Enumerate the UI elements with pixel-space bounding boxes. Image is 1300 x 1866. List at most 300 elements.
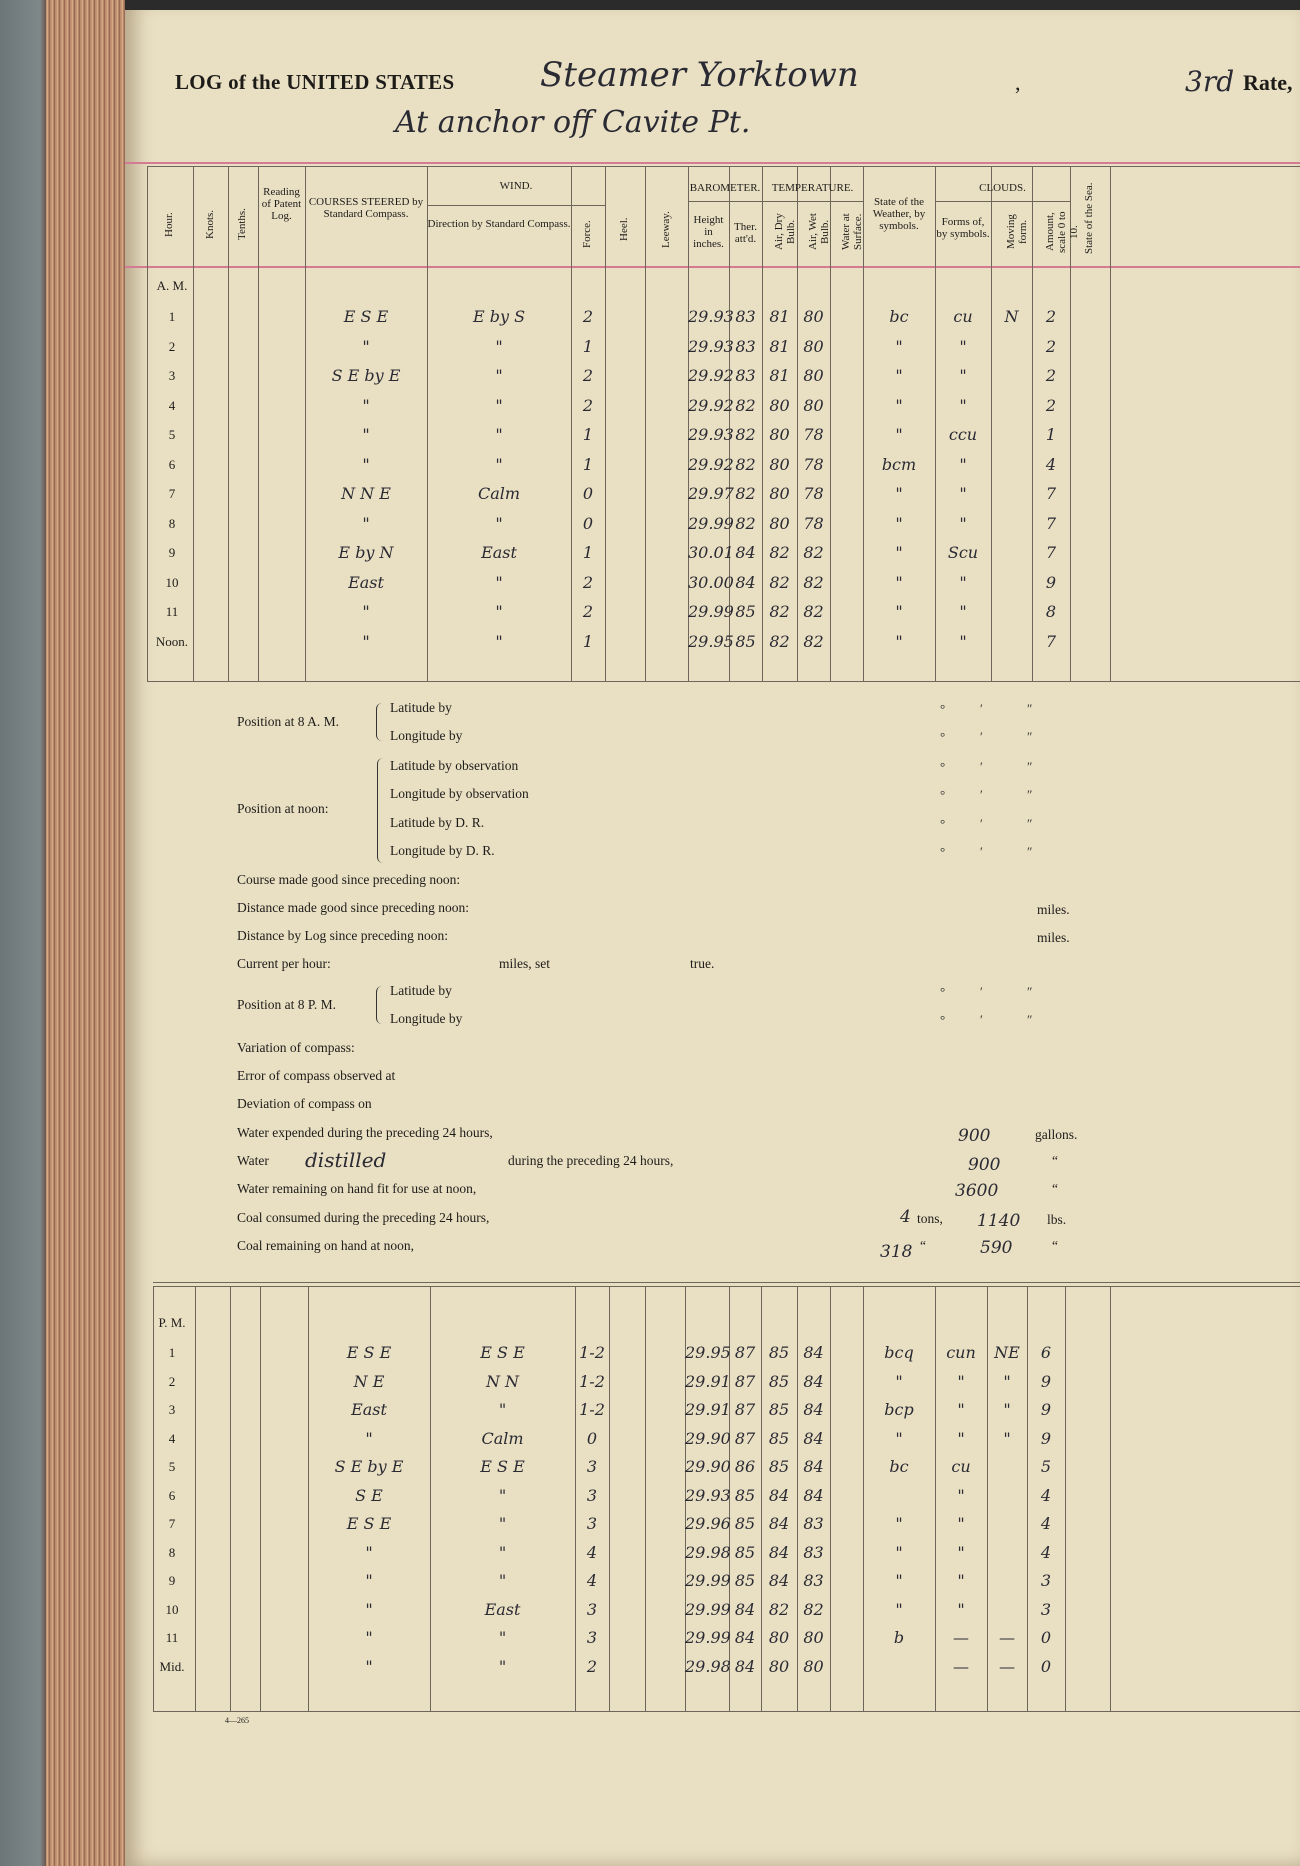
cell-force: 1 <box>582 543 594 562</box>
latitude-dr-label: Latitude by D. R. <box>390 815 485 830</box>
cell-baro: 29.91 <box>685 1400 731 1419</box>
cell-amount: 2 <box>1045 307 1057 326</box>
latitude-8am-label: Latitude by <box>390 700 452 715</box>
cell-force: 2 <box>582 602 594 621</box>
cell-ther: 84 <box>735 572 756 592</box>
cell-wet: 80 <box>803 336 824 356</box>
cell-weather: bc <box>889 1457 909 1476</box>
page-edges <box>46 0 131 1866</box>
wind-sub-rule <box>427 205 605 206</box>
cell-ther: 85 <box>734 1514 756 1533</box>
cell-forms: " <box>959 336 967 356</box>
longitude-dr-label: Longitude by D. R. <box>390 843 495 858</box>
row-hour: Mid. <box>159 1658 185 1674</box>
cell-wet: 80 <box>803 366 824 385</box>
pm-label: P. M. <box>158 1315 186 1330</box>
lat-8am-minutes-mark: ′ <box>980 701 983 716</box>
form-number: 4—265 <box>225 1716 249 1725</box>
cell-course: S E by E <box>331 366 401 385</box>
col-wet-bulb: Air, Wet Bulb. <box>806 213 831 251</box>
row-hour: 5 <box>168 1459 176 1474</box>
am-row <box>125 632 126 633</box>
col-leeway: Leeway. <box>659 211 672 248</box>
cell-weather: " <box>895 425 903 444</box>
cell-force: 4 <box>586 1542 598 1562</box>
cell-forms: " <box>959 631 967 651</box>
cell-baro: 29.92 <box>688 454 734 474</box>
cell-wet: 84 <box>803 1343 824 1362</box>
cell-dir: " <box>495 395 503 415</box>
cell-forms: cu <box>953 307 973 326</box>
cell-dry: 85 <box>768 1371 790 1391</box>
water-distilled-value: 900 <box>968 1155 1001 1175</box>
cell-dir: " <box>498 1514 507 1533</box>
cell-wet: 82 <box>803 602 824 621</box>
position-8am-label: Position at 8 A. M. <box>237 714 340 729</box>
cell-wet: 82 <box>803 631 824 651</box>
row-hour: 9 <box>168 545 176 560</box>
longitude-8pm-label: Longitude by <box>390 1011 463 1026</box>
cell-weather: bc <box>889 307 909 326</box>
cell-course: " <box>365 1599 373 1619</box>
cell-baro: 29.99 <box>685 1628 731 1647</box>
cell-forms: " <box>959 484 967 503</box>
row-hour: 8 <box>168 1544 176 1560</box>
cell-course: East <box>348 572 384 592</box>
lon-dr-seconds-mark: ″ <box>1027 844 1033 859</box>
cell-ther: 87 <box>734 1371 756 1391</box>
cell-baro: 29.93 <box>688 425 734 444</box>
column-rule <box>1110 1286 1111 1711</box>
cell-amount: 9 <box>1045 572 1057 592</box>
cell-ther: 85 <box>734 1571 756 1590</box>
cell-course: E by N <box>338 543 394 562</box>
cell-baro: 29.93 <box>685 1485 731 1505</box>
row-hour: 8 <box>168 515 176 531</box>
pm-row <box>125 1571 126 1572</box>
water-remaining-value: 3600 <box>955 1181 999 1201</box>
cell-forms: " <box>959 572 967 592</box>
cell-amount: 4 <box>1045 454 1057 474</box>
cell-wet: 82 <box>803 572 824 592</box>
column-rule <box>258 166 259 681</box>
cell-amount: 0 <box>1040 1656 1052 1676</box>
cell-ther: 85 <box>734 1485 756 1505</box>
row-hour: 5 <box>168 427 176 442</box>
col-hour: Hour. <box>163 212 175 237</box>
am-row <box>125 396 126 397</box>
cell-amount: 6 <box>1040 1343 1052 1362</box>
cell-moving: — <box>999 1656 1015 1676</box>
cell-force: 4 <box>586 1571 598 1590</box>
distance-by-log-label: Distance by Log since preceding noon: <box>237 928 449 943</box>
cell-dry: 81 <box>769 307 790 326</box>
row-hour: 10 <box>165 1601 179 1617</box>
coal-remaining-label: Coal remaining on hand at noon, <box>237 1238 414 1253</box>
current-per-hour-label: Current per hour: <box>237 956 331 971</box>
lon-obs-degrees-mark: ° <box>940 787 946 802</box>
cell-dry: 80 <box>768 1628 790 1647</box>
pm-row <box>125 1657 126 1658</box>
lat-8am-seconds-mark: ″ <box>1027 701 1033 716</box>
cell-dry: 82 <box>769 543 790 562</box>
column-rule <box>230 1286 231 1711</box>
col-sea-state: State of the Sea. <box>1083 182 1095 254</box>
cell-weather: " <box>895 1571 903 1590</box>
cell-course: " <box>362 336 370 356</box>
row-hour: 3 <box>168 368 176 383</box>
coal-tons-unit: tons, <box>917 1211 943 1226</box>
col-courses-steered: COURSES STEERED by Standard Compass. <box>308 196 424 220</box>
coal-lbs-unit: lbs. <box>1047 1212 1067 1227</box>
cell-weather: " <box>895 1542 903 1562</box>
cell-weather: " <box>895 395 903 415</box>
column-rule <box>260 1286 261 1711</box>
pink-rule <box>125 266 1300 268</box>
cell-amount: 7 <box>1045 513 1057 533</box>
cell-dir: Calm <box>477 484 521 503</box>
lat-obs-seconds-mark: ″ <box>1027 759 1033 774</box>
lat-dr-minutes-mark: ′ <box>980 816 983 831</box>
cell-forms: " <box>957 1514 965 1533</box>
column-rule <box>605 166 606 681</box>
cell-moving: — <box>999 1628 1015 1647</box>
current-true-label: true. <box>690 956 715 971</box>
cell-amount: 0 <box>1040 1628 1052 1647</box>
cell-ther: 85 <box>735 602 756 621</box>
cell-wet: 84 <box>803 1485 824 1505</box>
col-tenths: Tenths. <box>236 208 248 241</box>
lat-dr-degrees-mark: ° <box>940 816 946 831</box>
cell-force: 3 <box>586 1457 598 1476</box>
vessel-name: Steamer Yorktown <box>540 55 859 95</box>
cell-baro: 29.95 <box>685 1343 731 1362</box>
brace-8pm <box>376 986 383 1024</box>
cell-ther: 82 <box>735 425 756 444</box>
cell-forms: — <box>953 1656 969 1676</box>
distance-log-miles-unit: miles. <box>1037 930 1070 945</box>
pm-table-bottom-rule <box>153 1711 1300 1712</box>
log-page <box>125 0 1300 1866</box>
column-rule <box>991 166 992 681</box>
cell-weather: " <box>895 513 903 533</box>
cell-dir: " <box>495 602 503 621</box>
cell-weather: " <box>895 1428 903 1448</box>
cell-weather: " <box>895 1371 903 1391</box>
cell-wet: 83 <box>803 1514 824 1533</box>
cell-ther: 87 <box>734 1343 756 1362</box>
cell-weather: " <box>895 1514 903 1533</box>
cell-baro: 29.91 <box>685 1371 731 1391</box>
cell-wet: 78 <box>803 454 824 474</box>
cell-dry: 85 <box>768 1343 790 1362</box>
col-temperature: TEMPERATURE. <box>771 182 854 194</box>
cell-forms: " <box>957 1400 965 1419</box>
cell-weather: " <box>895 572 903 592</box>
cell-dir: E S E <box>480 1343 525 1362</box>
cell-baro: 29.97 <box>688 484 734 503</box>
lon-obs-seconds-mark: ″ <box>1027 787 1033 802</box>
cell-course: E S E <box>343 307 389 326</box>
column-rule <box>609 1286 610 1711</box>
cell-baro: 29.98 <box>685 1656 731 1676</box>
cell-ther: 87 <box>734 1400 756 1419</box>
row-hour: 10 <box>165 574 179 590</box>
cell-amount: 7 <box>1045 543 1057 562</box>
lon-dr-minutes-mark: ′ <box>980 844 983 859</box>
cell-amount: 3 <box>1040 1571 1052 1590</box>
lat-dr-seconds-mark: ″ <box>1027 816 1033 831</box>
cell-baro: 29.93 <box>688 307 734 326</box>
cell-baro: 29.99 <box>688 513 734 533</box>
column-rule <box>1110 166 1111 681</box>
water-kind-value: distilled <box>305 1148 387 1172</box>
cell-ther: 84 <box>734 1656 756 1676</box>
cell-forms: " <box>959 366 967 385</box>
lon-8pm-minutes-mark: ′ <box>980 1012 983 1027</box>
cell-dry: 80 <box>769 395 790 415</box>
cell-dir: E S E <box>480 1457 525 1476</box>
lat-obs-degrees-mark: ° <box>940 759 946 774</box>
row-hour: 2 <box>168 338 176 354</box>
cell-weather: bcp <box>884 1400 914 1419</box>
row-hour: 1 <box>168 309 176 324</box>
cell-weather: " <box>895 631 903 651</box>
cell-wet: 78 <box>803 425 824 444</box>
lat-8pm-seconds-mark: ″ <box>1027 984 1033 999</box>
cell-forms: " <box>959 602 967 621</box>
cell-dry: 84 <box>768 1542 790 1562</box>
variation-of-compass-label: Variation of compass: <box>237 1040 355 1055</box>
cell-forms: " <box>957 1542 965 1562</box>
cell-force: 1 <box>582 631 594 651</box>
column-rule <box>645 166 646 681</box>
lon-8pm-degrees-mark: ° <box>940 1012 946 1027</box>
cell-amount: 5 <box>1040 1457 1052 1476</box>
am-label: A. M. <box>156 278 188 293</box>
cell-ther: 83 <box>735 336 756 356</box>
cell-amount: 9 <box>1040 1400 1052 1419</box>
cell-baro: 29.92 <box>688 395 734 415</box>
cell-wet: 84 <box>803 1371 824 1391</box>
cell-force: 3 <box>586 1599 598 1619</box>
cell-baro: 29.99 <box>685 1571 731 1590</box>
pm-row <box>125 1343 126 1344</box>
cell-wet: 78 <box>803 513 824 533</box>
cell-forms: " <box>957 1571 965 1590</box>
col-force: Force. <box>581 220 593 249</box>
position-noon-label: Position at noon: <box>237 801 329 816</box>
cell-amount: 7 <box>1045 631 1057 651</box>
cell-amount: 4 <box>1040 1485 1052 1505</box>
latitude-observation-label: Latitude by observation <box>390 758 519 773</box>
distance-made-good-label: Distance made good since preceding noon: <box>237 900 470 915</box>
lon-obs-minutes-mark: ′ <box>980 787 983 802</box>
column-rule <box>1065 1286 1066 1711</box>
cell-wet: 80 <box>803 1628 824 1647</box>
cell-force: 3 <box>586 1628 598 1647</box>
coal-consumed-label: Coal consumed during the preceding 24 hours, <box>237 1210 490 1225</box>
cell-dir: " <box>495 336 503 356</box>
rate-label: Rate, <box>1243 70 1293 95</box>
cell-dir: Calm <box>481 1428 524 1448</box>
cell-dry: 82 <box>768 1599 790 1619</box>
column-rule <box>645 1286 646 1711</box>
cell-force: 2 <box>582 395 594 415</box>
cell-moving: NE <box>994 1343 1020 1362</box>
cell-amount: 4 <box>1040 1542 1052 1562</box>
longitude-observation-label: Longitude by observation <box>390 786 529 801</box>
water-during-label: during the preceding 24 hours, <box>508 1153 674 1168</box>
cell-amount: 2 <box>1045 336 1057 356</box>
cell-force: 2 <box>582 572 594 592</box>
cell-ther: 84 <box>734 1628 756 1647</box>
cell-force: 1 <box>582 336 594 356</box>
water-gallons-unit: gallons. <box>1035 1127 1078 1142</box>
cell-wet: 78 <box>803 484 824 503</box>
cell-force: 2 <box>586 1656 598 1676</box>
pm-row <box>125 1628 126 1629</box>
cell-course: " <box>362 602 370 621</box>
col-heel: Heel. <box>618 217 630 242</box>
row-hour: 4 <box>168 397 176 413</box>
row-hour: Noon. <box>155 633 189 649</box>
rate-number: 3rd <box>1185 65 1235 98</box>
col-wind: WIND. <box>499 180 533 192</box>
coal-consumed-tons-value: 4 <box>900 1207 911 1227</box>
cell-dir: " <box>495 366 503 385</box>
coal-remaining-tons-ditto: “ <box>920 1238 926 1253</box>
cell-amount: 4 <box>1040 1514 1052 1533</box>
lat-obs-minutes-mark: ′ <box>980 759 983 774</box>
row-hour: 9 <box>168 1573 176 1588</box>
cell-baro: 29.90 <box>685 1428 731 1448</box>
cell-baro: 29.90 <box>685 1457 731 1476</box>
table-top-rule <box>147 166 1300 167</box>
cell-ther: 85 <box>734 1542 756 1562</box>
cell-baro: 29.95 <box>688 631 734 651</box>
cell-forms: Scu <box>947 543 979 562</box>
lon-8pm-seconds-mark: ″ <box>1027 1012 1033 1027</box>
cell-dir: N N <box>485 1371 520 1391</box>
pm-table-top-rule-2 <box>153 1286 1300 1287</box>
am-row <box>125 307 126 308</box>
col-cloud-amount: Amount, scale 0 to 10. <box>1044 211 1080 253</box>
pm-row <box>125 1514 126 1515</box>
cell-dry: 80 <box>769 484 790 503</box>
cell-ther: 82 <box>735 513 756 533</box>
cell-dry: 80 <box>769 513 790 533</box>
row-hour: 1 <box>168 1345 176 1360</box>
cell-force: 2 <box>582 307 594 326</box>
cell-dry: 80 <box>769 425 790 444</box>
cell-course: N E <box>353 1371 385 1391</box>
water-expended-label: Water expended during the preceding 24 hours, <box>237 1125 493 1140</box>
position-8pm-label: Position at 8 P. M. <box>237 997 337 1012</box>
cell-weather: bcq <box>884 1343 914 1362</box>
cell-force: 1-2 <box>579 1371 605 1391</box>
cell-wet: 82 <box>803 1599 824 1619</box>
water-remaining-ditto: “ <box>1052 1181 1058 1196</box>
water-distilled-ditto: “ <box>1052 1153 1058 1168</box>
cell-ther: 85 <box>735 631 756 651</box>
cell-moving: " <box>1003 1371 1011 1391</box>
cell-forms: " <box>957 1599 965 1619</box>
cell-moving: N <box>1004 307 1019 326</box>
cell-weather: " <box>895 366 903 385</box>
longitude-8am-label: Longitude by <box>390 728 463 743</box>
col-dry-bulb: Air, Dry Bulb. <box>772 213 797 251</box>
cell-dry: 85 <box>768 1428 790 1448</box>
cell-dir: " <box>495 572 503 592</box>
cell-forms: ccu <box>948 425 978 444</box>
cell-dir: East <box>484 1599 521 1619</box>
cell-moving: " <box>1003 1428 1011 1448</box>
row-hour: 7 <box>168 486 176 501</box>
cell-dry: 81 <box>769 336 790 356</box>
col-patent-log: Reading of Patent Log. <box>261 186 302 222</box>
row-hour: 11 <box>165 604 179 619</box>
cell-dir: E by S <box>472 307 526 326</box>
cell-amount: 9 <box>1040 1371 1052 1391</box>
am-row <box>125 455 126 456</box>
cell-ther: 84 <box>735 543 756 562</box>
cell-course: " <box>365 1656 373 1676</box>
col-height: Height in inches. <box>693 214 724 250</box>
pm-row <box>125 1486 126 1487</box>
pm-row <box>125 1429 126 1430</box>
cell-ther: 87 <box>734 1428 756 1448</box>
lat-8pm-minutes-mark: ′ <box>980 984 983 999</box>
row-hour: 2 <box>168 1373 176 1389</box>
cell-dry: 85 <box>768 1400 790 1419</box>
cell-force: 1-2 <box>579 1343 605 1362</box>
col-cloud-forms: Forms of, by symbols. <box>936 216 990 240</box>
col-barometer: BAROMETER. <box>689 182 761 194</box>
cell-dry: 80 <box>768 1656 790 1676</box>
cell-amount: 2 <box>1045 366 1057 385</box>
cell-amount: 1 <box>1045 425 1057 444</box>
cell-baro: 29.93 <box>688 336 734 356</box>
cell-dir: " <box>498 1485 507 1505</box>
cell-force: 0 <box>582 484 594 503</box>
lon-8am-seconds-mark: ″ <box>1027 729 1033 744</box>
cell-wet: 84 <box>803 1400 824 1419</box>
cell-forms: — <box>953 1628 969 1647</box>
row-hour: 4 <box>168 1430 176 1446</box>
cell-dir: " <box>495 631 503 651</box>
cell-baro: 29.92 <box>688 366 734 385</box>
lon-8am-degrees-mark: ° <box>940 729 946 744</box>
pm-row <box>125 1457 126 1458</box>
baro-sub-rule <box>688 201 863 202</box>
cell-course: E S E <box>346 1514 392 1533</box>
cell-ther: 82 <box>735 454 756 474</box>
pm-row <box>125 1400 126 1401</box>
am-row <box>125 366 126 367</box>
coal-remaining-lbs-ditto: “ <box>1052 1238 1058 1253</box>
cell-ther: 82 <box>735 395 756 415</box>
cell-dry: 84 <box>768 1485 790 1505</box>
cell-baro: 29.99 <box>685 1599 731 1619</box>
cell-amount: 9 <box>1040 1428 1052 1448</box>
cell-course: " <box>362 425 370 444</box>
cell-forms: " <box>957 1371 965 1391</box>
col-ther: Ther. att'd. <box>734 221 757 245</box>
am-row <box>125 425 126 426</box>
brace-noon <box>377 758 384 863</box>
cell-amount: 3 <box>1040 1599 1052 1619</box>
